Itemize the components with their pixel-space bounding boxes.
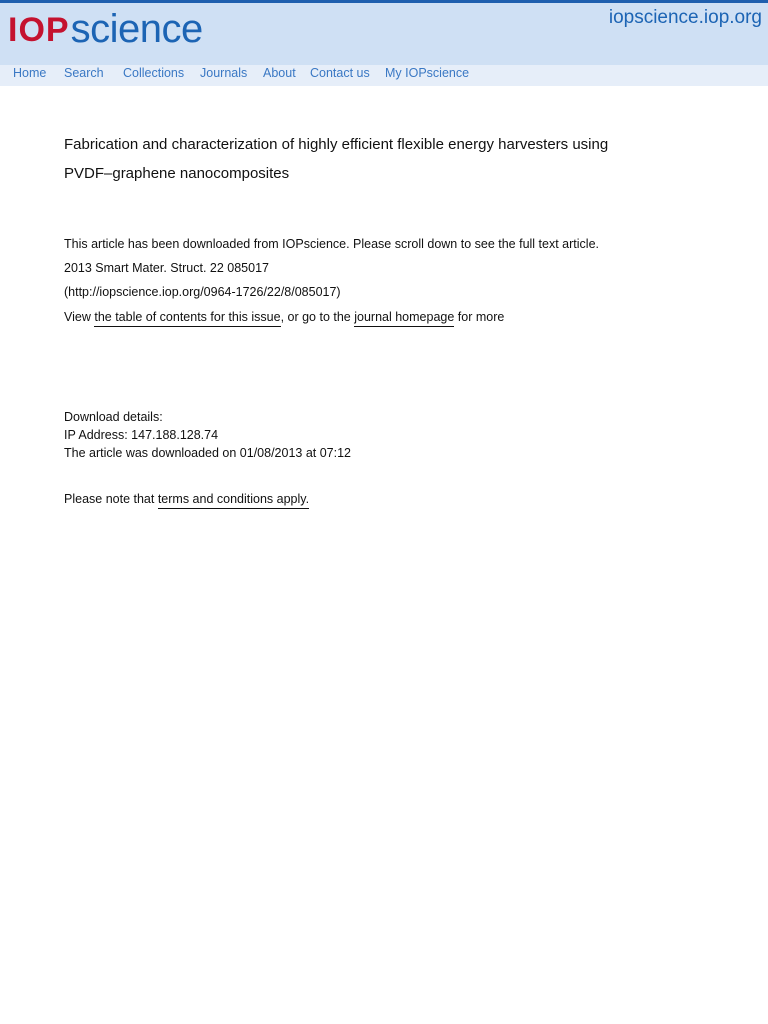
view-links (64, 310, 504, 324)
nav-search[interactable]: Search (64, 66, 104, 80)
terms-note-prefix: Please note that (64, 492, 158, 506)
journal-homepage-link[interactable]: journal homepage (354, 310, 454, 327)
logo-iop-text: IOP (8, 11, 70, 49)
article-cover (64, 130, 704, 506)
nav-home[interactable]: Home (13, 66, 47, 80)
nav-journals[interactable]: Journals (200, 66, 248, 80)
logo-science-text: science (70, 7, 203, 51)
main-nav (0, 65, 768, 86)
article-title-line-2: PVDF–graphene nanocomposites (64, 165, 290, 182)
article-title (64, 130, 684, 188)
article-url: (http://iopscience.iop.org/0964-1726/22/8/085017) (64, 285, 341, 299)
site-url-link[interactable]: iopscience.iop.org (608, 7, 762, 28)
ip-address: IP Address: 147.188.128.74 (64, 428, 219, 442)
iopscience-logo[interactable] (8, 5, 203, 49)
terms-note (64, 492, 309, 506)
site-header (0, 0, 768, 65)
download-details-heading: Download details: (64, 410, 163, 424)
download-details (64, 408, 351, 462)
article-title-line-1: Fabrication and characterization of highly efficient flexible energy harvesters using (64, 136, 609, 153)
citation: 2013 Smart Mater. Struct. 22 085017 (64, 261, 269, 275)
view-suffix: for more (454, 310, 505, 324)
nav-about[interactable]: About (263, 66, 296, 80)
download-notice: This article has been downloaded from IOPscience. Please scroll down to see the full text article. (64, 237, 599, 251)
terms-and-conditions-link[interactable]: terms and conditions apply. (158, 492, 309, 509)
toc-link[interactable]: the table of contents for this issue (94, 310, 280, 327)
download-timestamp: The article was downloaded on 01/08/2013 at 07:12 (64, 446, 352, 460)
nav-my-iopscience[interactable]: My IOPscience (385, 66, 470, 80)
article-info (64, 232, 599, 304)
view-prefix: View (64, 310, 95, 324)
view-middle: , or go to the (280, 310, 355, 324)
nav-collections[interactable]: Collections (123, 66, 185, 80)
nav-contact-us[interactable]: Contact us (310, 66, 370, 80)
